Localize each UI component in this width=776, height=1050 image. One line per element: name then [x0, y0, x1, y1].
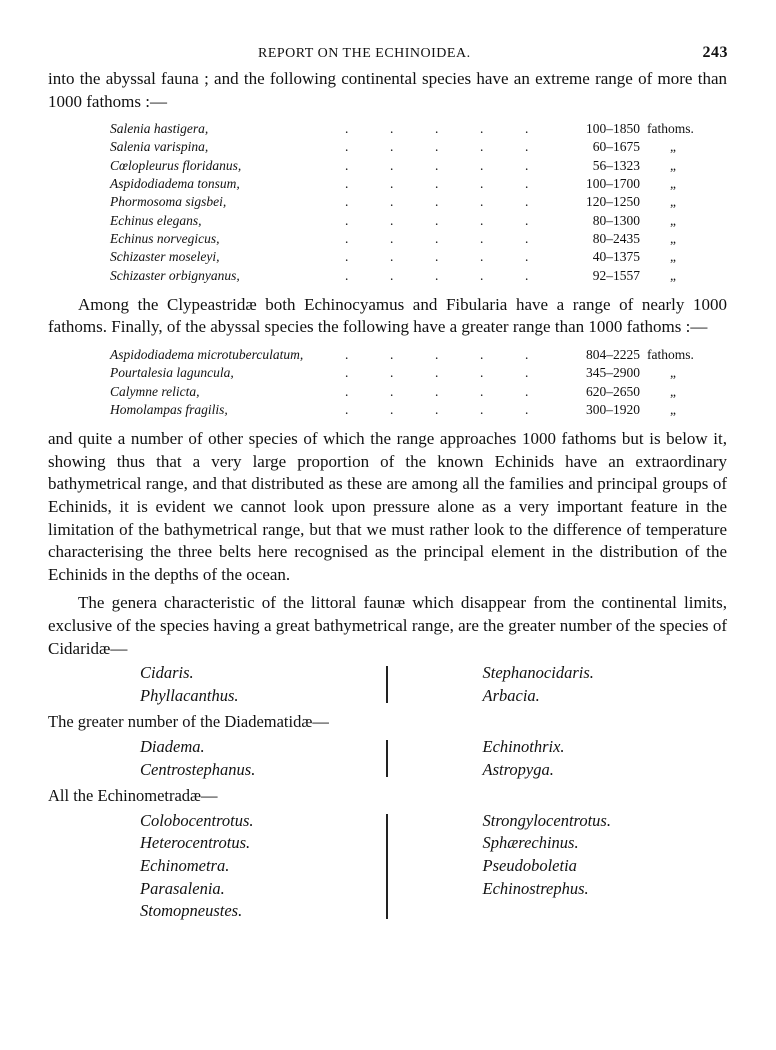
genus: Echinometra. [140, 855, 230, 875]
paragraph-3: and quite a number of other species of which the range approaches 1000 fathoms but is below it, showing thus that a very large proportion of the known Echinids have an extraordinary bathymetrical range, and that distributed as these are among all the families and principal groups of Echinids, it is evident we cannot look upon pressure alone as a very important feature in the limitation of the bathymetrical range, but that we must rather look to the difference of temperature characterising the three belts here recognised as the principal element in the distribution of the Echinids in the depths of the ocean. [48, 429, 727, 584]
unit: „ [670, 157, 676, 173]
unit: „ [670, 176, 676, 192]
genus: Stomopneustes. [140, 901, 243, 921]
table-row: Phormosoma sigsbei, . . . . . 120–1250 „ [110, 194, 676, 210]
unit: „ [670, 212, 676, 228]
column-divider [386, 740, 388, 777]
genus: Arbacia. [482, 685, 540, 705]
running-header [48, 44, 728, 66]
depth-range: 80–2435 [592, 230, 640, 246]
genus: Strongylocentrotus. [482, 810, 611, 830]
genus: Heterocentrotus. [140, 833, 251, 853]
depth-range: 100–1850 [586, 121, 640, 137]
unit: fathoms. [647, 347, 694, 363]
unit: „ [670, 139, 676, 155]
table-row: Aspidodiadema microtuberculatum, . . . . . 804–2225 fathoms. [110, 347, 694, 363]
page-number: 243 [702, 44, 728, 61]
genus: Diadema. [140, 736, 205, 756]
table-row: Pourtalesia laguncula, . . . . . 345–2900 „ [110, 365, 676, 381]
genus: Phyllacanthus. [140, 685, 239, 705]
unit: „ [670, 383, 676, 399]
species-name: Cœlopleurus floridanus, [110, 157, 242, 173]
species-name: Salenia hastigera, [110, 121, 209, 137]
column-divider [386, 814, 388, 919]
species-name: Aspidodiadema tonsum, [110, 176, 240, 192]
species-range-table-1 [110, 121, 710, 286]
genera-list-right [483, 662, 594, 707]
species-range-table-2 [110, 347, 710, 420]
species-name: Echinus elegans, [110, 212, 202, 228]
table-row: Calymne relicta, . . . . . 620–2650 „ [110, 383, 676, 399]
depth-range: 804–2225 [586, 347, 640, 363]
species-name: Schizaster moseleyi, [110, 249, 220, 265]
species-name: Aspidodiadema microtuberculatum, [110, 347, 304, 363]
depth-range: 56–1323 [592, 157, 640, 173]
genus: Centrostephanus. [140, 759, 256, 779]
species-name: Phormosoma sigsbei, [110, 194, 227, 210]
genera-group [48, 736, 727, 781]
depth-range: 300–1920 [586, 401, 640, 417]
paragraph-2: Among the Clypeastridæ both Echinocyamus and Fibularia have a range of nearly 1000 fathoms. Finally, of the abyssal species the following have a greater range than 1000 fathoms :— [48, 294, 727, 337]
genus: Echinostrephus. [482, 878, 589, 898]
genus: Parasalenia. [140, 878, 225, 898]
species-name: Schizaster orbignyanus, [110, 267, 240, 283]
depth-range: 60–1675 [592, 139, 640, 155]
genus: Stephanocidaris. [482, 663, 594, 683]
genera-group [48, 662, 727, 707]
depth-range: 120–1250 [586, 194, 640, 210]
genera-groups [48, 662, 727, 923]
genera-list-right [483, 736, 565, 781]
paragraph-1: into the abyssal fauna ; and the following continental species have an extreme range of more than 1000 fathoms :— [48, 69, 727, 111]
table-row: Salenia varispina, . . . . . 60–1675 „ [110, 139, 676, 155]
table-row: Cœlopleurus floridanus, . . . . . 56–1323 „ [110, 157, 676, 173]
depth-range: 100–1700 [586, 176, 640, 192]
genus: Cidaris. [140, 663, 194, 683]
depth-range: 92–1557 [592, 267, 640, 283]
species-name: Salenia varispina, [110, 139, 209, 155]
unit: „ [670, 230, 676, 246]
genus: Echinothrix. [482, 736, 565, 756]
unit: „ [670, 249, 676, 265]
header-title: REPORT ON THE ECHINOIDEA. [258, 46, 471, 61]
species-name: Homolampas fragilis, [110, 401, 228, 417]
genera-group [48, 810, 727, 923]
table-row: Homolampas fragilis, . . . . . 300–1920 „ [110, 401, 676, 417]
depth-range: 40–1375 [592, 249, 640, 265]
species-name: Pourtalesia laguncula, [110, 365, 234, 381]
genus: Astropyga. [482, 759, 554, 779]
genus: Colobocentrotus. [140, 810, 254, 830]
group-label: All the Echinometradæ— [48, 786, 218, 806]
table-row: Schizaster moseleyi, . . . . . 40–1375 „ [110, 249, 676, 265]
unit: fathoms. [647, 121, 694, 137]
table-row: Schizaster orbignyanus, . . . . . 92–1557 „ [110, 267, 676, 283]
unit: „ [670, 365, 676, 381]
table-row: Echinus elegans, . . . . . 80–1300 „ [110, 212, 676, 228]
genera-list-left [140, 736, 386, 781]
unit: „ [670, 401, 676, 417]
group-label: The greater number of the Diadematidæ— [48, 712, 329, 732]
genera-list-left [140, 662, 386, 707]
column-divider [386, 666, 388, 703]
genus: Pseudoboletia [482, 855, 577, 875]
species-name: Echinus norvegicus, [110, 230, 220, 246]
depth-range: 80–1300 [592, 212, 640, 228]
unit: „ [670, 194, 676, 210]
species-name: Calymne relicta, [110, 383, 200, 399]
table-row: Salenia hastigera, . . . . . 100–1850 fathoms. [110, 121, 694, 137]
unit: „ [670, 267, 676, 283]
genera-list-right [483, 810, 611, 923]
table-row: Aspidodiadema tonsum, . . . . . 100–1700 „ [110, 176, 676, 192]
paragraph-4: The genera characteristic of the littoral faunæ which disappear from the continental limits, exclusive of the species having a great bathymetrical range, are the greater number of the species of Cidaridæ— [48, 593, 727, 658]
page-body [48, 68, 727, 923]
table-row: Echinus norvegicus, . . . . . 80–2435 „ [110, 230, 676, 246]
depth-range: 620–2650 [586, 383, 640, 399]
depth-range: 345–2900 [586, 365, 640, 381]
genus: Sphærechinus. [482, 833, 579, 853]
genera-list-left [140, 810, 386, 923]
